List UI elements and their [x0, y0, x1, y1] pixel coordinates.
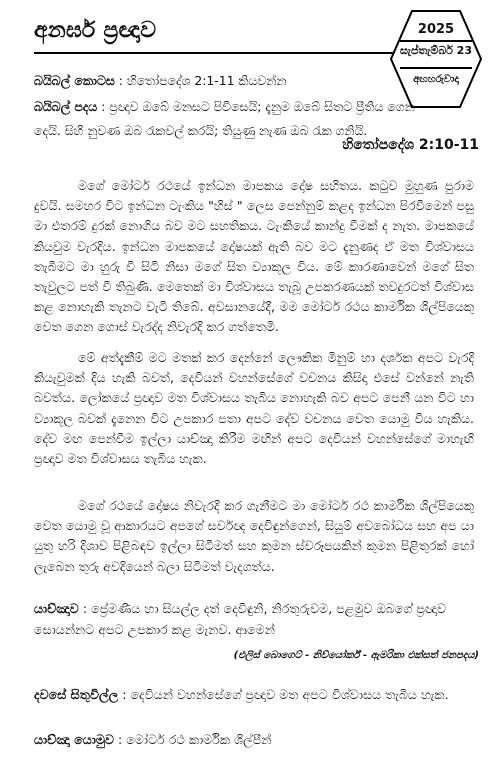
- prayer-focus-label: යාච්ඤා යොමුව: [34, 732, 115, 747]
- thought-label: දවසේ සිතුවිල්ල: [34, 687, 119, 702]
- header-divider: [34, 52, 402, 54]
- thought-text: : දෙවියන් වහන්සේගේ ප්‍රඥාව මත අපට විශ්වාසය තැබිය හැක.: [122, 687, 449, 702]
- bible-verse-line: [34, 96, 474, 118]
- paragraph-1-text: මගේ මෝටර් රථයේ ඉන්ධන මාපකය දෝෂ සහිතය. කටුව මුහුණ පුරාම දුවයි. සමහර විට ඉන්ධන ටැංකිය "හිස් " ලෙස පෙන්නුම් කළද ඉන්ධන පිරවීමෙන් පසු මා එතරම් දුරක් නොගිය බව මට සහතිකය. ටැංකියේ කාන්දු වීමක් ද නැත. මාපකයේ කියවුම වැරදිය. ඉන්ධන මාපකයේ දෝෂයක් ඇති බව මට දැනුණද ඒ මත විශ්වාසය තැබීමට මා හුරු වී සිටි නිසා මගේ සිත ව්‍යාකූල විය. මේ කාරණාවෙන් මගේ සිත තැවුලට පත් වී තිබුණි. මෙතෙක් මා විශ්වාසය තැබූ උපකරණයක් තවදුරටත් විශ්වාස කළ නොහැකි තැනට වැටී තිබේ. අවසානයේදී, මම මෝටර් රථය කාර්මික ශිල්පියෙකු වෙත ගෙන ගොස් වැරද්ද නිවැරදි කර ගත්තෙමි.: [34, 178, 474, 335]
- thought-section: [34, 684, 474, 706]
- prayer-focus-section: [34, 730, 474, 750]
- bible-reading-label: බයිබල් කොටස: [34, 73, 115, 88]
- date-badge: [388, 8, 484, 110]
- bible-verse-text-2: දෙයි. සිහි නුවණ ඔබ රැකවල් කරයි; තියුණු නැණ ඔබ රැක ගනියි.: [34, 123, 368, 138]
- date-month-day: සැප්තැම්බර් 23: [400, 44, 472, 57]
- body-paragraph-1: [34, 176, 474, 338]
- bible-reading-text: : හිතෝපදේශ 2:1-11 කියවන්න: [118, 73, 287, 88]
- bible-reading-line: [34, 70, 474, 92]
- prayer-focus-text: : මෝටර් රථ කාර්මික ශිල්පීන්: [118, 732, 272, 747]
- prayer-text: : ප්‍රේමණීය හා සියල්ල දත් දෙවිඳුනි, නිරතුරුවම, පළමුව ඔබගේ ප්‍රඥාව සොයන්නට අපට උපකාර කළ මැනව. ආමෙන්: [34, 601, 447, 637]
- body-paragraph-2: [34, 348, 474, 469]
- body-paragraph-3: [34, 496, 474, 577]
- author-credit: (එලිස් බොගෙට් - නිව්යෝර්ක් - ඇමරිකා එක්සත් ජනපදය): [233, 650, 479, 661]
- prayer-section: [34, 598, 474, 640]
- date-year: 2025: [417, 22, 455, 37]
- verse-reference: හිතෝපදේශ 2:10-11: [342, 137, 479, 153]
- prayer-label: යාච්ඤාව: [34, 601, 79, 616]
- paragraph-2-text: මේ අත්දැකීම් මට මතක් කර දෙන්නේ ලෞකික මිනුම් හා දර්ශක අපට වැරදි කියැවුමක් දිය හැකි බවත්, දෙවියන් වහන්සේගේ වචනය කිසිදා එසේ වන්නේ නැති බවත්ය. ලෝකයේ ප්‍රඥාව මත විශ්වාසය තැබිය නොහැකි බව අපට පෙනී යන විට හා ව්‍යාකූල බවක් දැනෙන විට උපකාර පතා අපට දේව වචනය වෙත යොමු විය හැකිය. දේව මඟ පෙන්වීම ඉල්ලා යාච්ඤා කිරීම මඟින් අපට දෙවියන් වහන්සේගේ මාහැඟි ප්‍රඥාව මත විශ්වාසය තැබිය හැක.: [34, 350, 474, 467]
- bible-verse-label: බයිබල් පදය: [34, 99, 98, 114]
- date-weekday: අඟහරුවාදා: [413, 74, 459, 85]
- page-title: අනර්ඝ ප්‍රඥාව: [34, 18, 157, 43]
- bible-verse-text: : ප්‍රඥාව ඔබේ මනසට පිවිසෙයි; දැනුම ඔබේ සිතට ප්‍රීතිය ගෙන: [101, 99, 415, 114]
- paragraph-3-text: මගේ රථයේ දෝෂය නිවැරදි කර ගැනීමට මා මෝටර් රථ කාර්මික ශිල්පියෙකු වෙත යොමු වූ ආකාරයට අපගේ සර්වඥ දෙවිඳුන්ගෙන්, සියුම් අවබෝධය සහ අප යා යුතු හරි දිශාව පිළිබඳව ඉල්ලා සිටීමත් සහ කුමන ස්වරූපයකින් කුමන පිළිතුරක් හෝ ලැබෙන තුරු අවදියෙන් බලා සිටීමත් වැදගත්ය.: [34, 498, 474, 574]
